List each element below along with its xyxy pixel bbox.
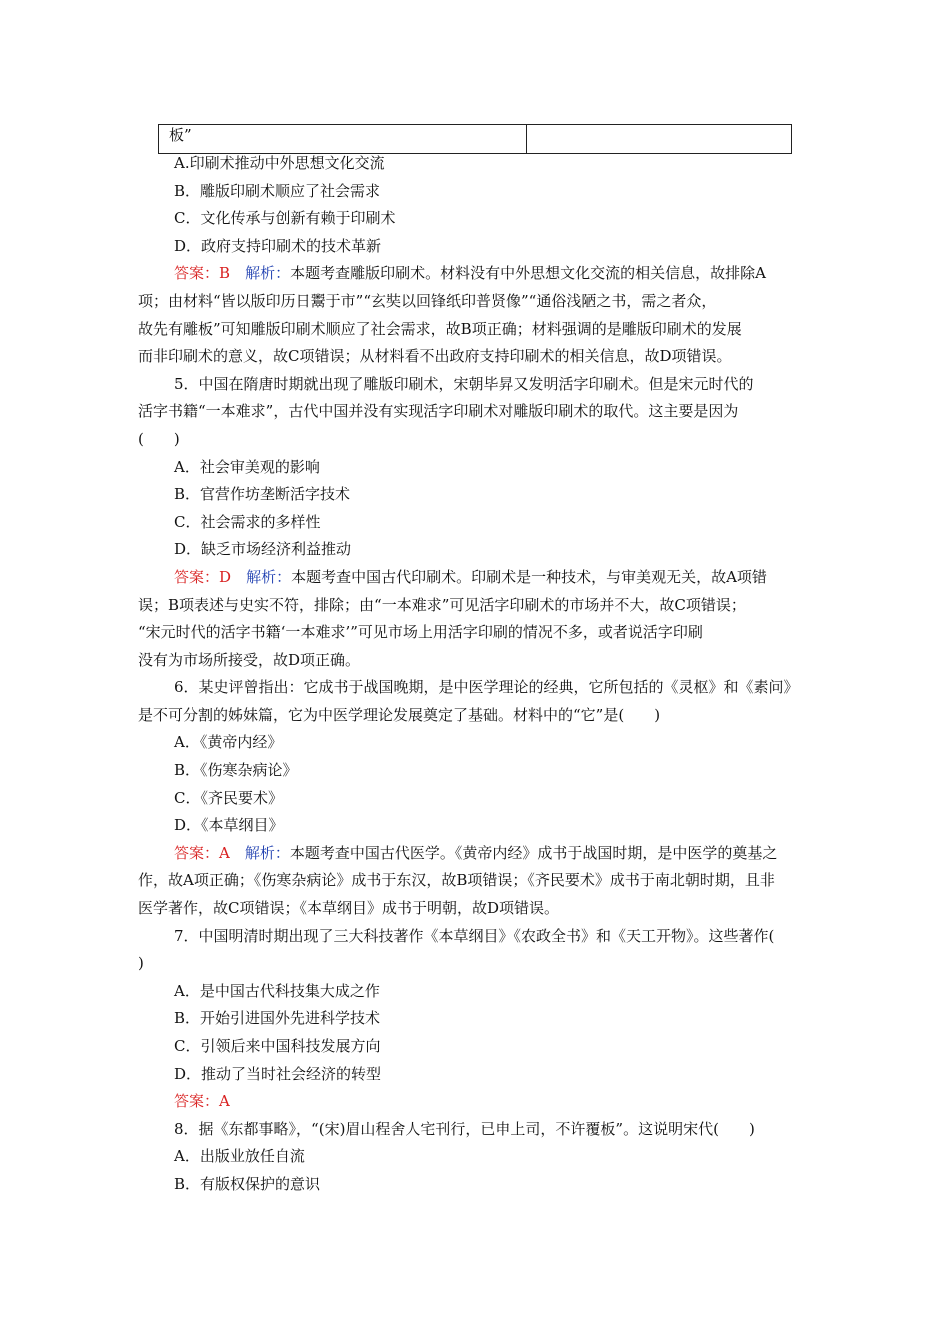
analysis-label: 解析： [245,264,291,283]
q5-answer-line [138,564,818,592]
q5-stem-line: 活字书籍“一本难求”，古代中国并没有实现活字印刷术对雕版印刷术的取代。这主要是因为 [138,402,739,421]
answer-value: B [219,264,231,283]
q6-stem-line: 是不可分割的姊妹篇，它为中医学理论发展奠定了基础。材料中的“它”是( ) [138,705,661,724]
analysis-text: 本题考查中国古代印刷术。印刷术是一种技术，与审美观无关，故A项错 [291,567,767,586]
answer-label: 答案： [174,567,220,586]
q8-option-b: B．有版权保护的意识 [174,1174,321,1193]
table-cell-left [159,125,527,153]
table-cell-right [527,125,791,153]
q5-stem-line: 5．中国在隋唐时期就出现了雕版印刷术，宋朝毕昇又发明活字印刷术。但是宋元时代的 [174,374,754,393]
answer-label: 答案： [174,264,220,283]
q7-option-b: B．开始引进国外先进科学技术 [174,1009,381,1028]
q4-analysis-line: 项；由材料“皆以版印历日鬻于市”“玄奘以回锋纸印普贤像”“通俗浅陋之书，需之者众， [138,291,717,310]
q8-option-a: A．出版业放任自流 [174,1147,305,1166]
q5-analysis-line: 没有为市场所接受，故D项正确。 [138,650,361,669]
q7-answer-line [138,1088,818,1116]
q5-option-c: C．社会需求的多样性 [174,512,321,531]
q5-option-b: B．官营作坊垄断活字技术 [174,485,351,504]
table-cell-text: 板” [169,126,192,144]
q7-stem-line: ) [138,954,144,973]
question-content [138,150,818,1199]
answer-value: A [219,843,230,862]
q4-option-d: D．政府支持印刷术的技术革新 [174,236,382,255]
q7-option-c: C．引领后来中国科技发展方向 [174,1037,381,1055]
analysis-text: 本题考查中国古代医学。《黄帝内经》成书于战国时期，是中医学的奠基之 [289,843,778,862]
q7-option-d: D．推动了当时社会经济的转型 [174,1064,382,1083]
answer-value: D [219,567,232,586]
q5-option-a: A．社会审美观的影响 [174,457,320,476]
analysis-label: 解析： [244,843,290,862]
q6-option-a: A．《黄帝内经》 [174,733,283,752]
q6-option-b: B．《伤寒杂病论》 [174,761,298,780]
q4-option-a: A.印刷术推动中外思想文化交流 [174,154,385,172]
q6-analysis-line: 作，故A项正确；《伤寒杂病论》成书于东汉，故B项错误；《齐民要术》成书于南北朝时期，且非 [138,871,775,890]
q6-analysis-line: 医学著作，故C项错误；《本草纲目》成书于明朝，故D项错误。 [138,899,560,918]
answer-label: 答案： [174,1092,220,1111]
analysis-label: 解析： [246,567,292,586]
q4-option-b: B．雕版印刷术顺应了社会需求 [174,181,381,200]
q4-analysis-line: 故先有雕板”可知雕版印刷术顺应了社会需求，故B项正确；材料强调的是雕版印刷术的发展 [138,319,742,338]
q8-stem-line: 8．据《东都事略》，“(宋)眉山程舍人宅刊行，已申上司，不许覆板”。这说明宋代( ) [174,1119,755,1138]
q5-analysis-line: “宋元时代的活字书籍‘一本难求’”可见市场上用活字印刷的情况不多，或者说活字印刷 [138,623,703,642]
answer-label: 答案： [174,843,220,862]
q7-stem-line: 7．中国明清时期出现了三大科技著作《本草纲目》《农政全书》和《天工开物》。这些著作( [174,926,775,945]
q6-option-d: D．《本草纲目》 [174,816,284,835]
answer-value: A [219,1092,230,1111]
q4-answer-line [138,260,818,288]
q4-option-c: C．文化传承与创新有赖于印刷术 [174,209,396,228]
q4-analysis-line: 而非印刷术的意义，故C项错误；从材料看不出政府支持印刷术的相关信息，故D项错误。 [138,347,732,366]
q6-answer-line [138,840,818,868]
q6-stem-line: 6．某史评曾指出：它成书于战国晚期，是中医学理论的经典，它所包括的《灵枢》和《素问》 [174,678,799,697]
q5-analysis-line: 误；B项表述与史实不符，排除；由“一本难求”可见活字印刷术的市场并不大，故C项错误； [138,595,746,614]
q7-option-a: A．是中国古代科技集大成之作 [174,981,380,1000]
q5-option-d: D．缺乏市场经济利益推动 [174,540,352,559]
q5-stem-line: ( ) [138,429,180,448]
analysis-text: 本题考查雕版印刷术。材料没有中外思想文化交流的相关信息，故排除A [290,264,766,283]
q6-option-c: C．《齐民要术》 [174,788,283,807]
